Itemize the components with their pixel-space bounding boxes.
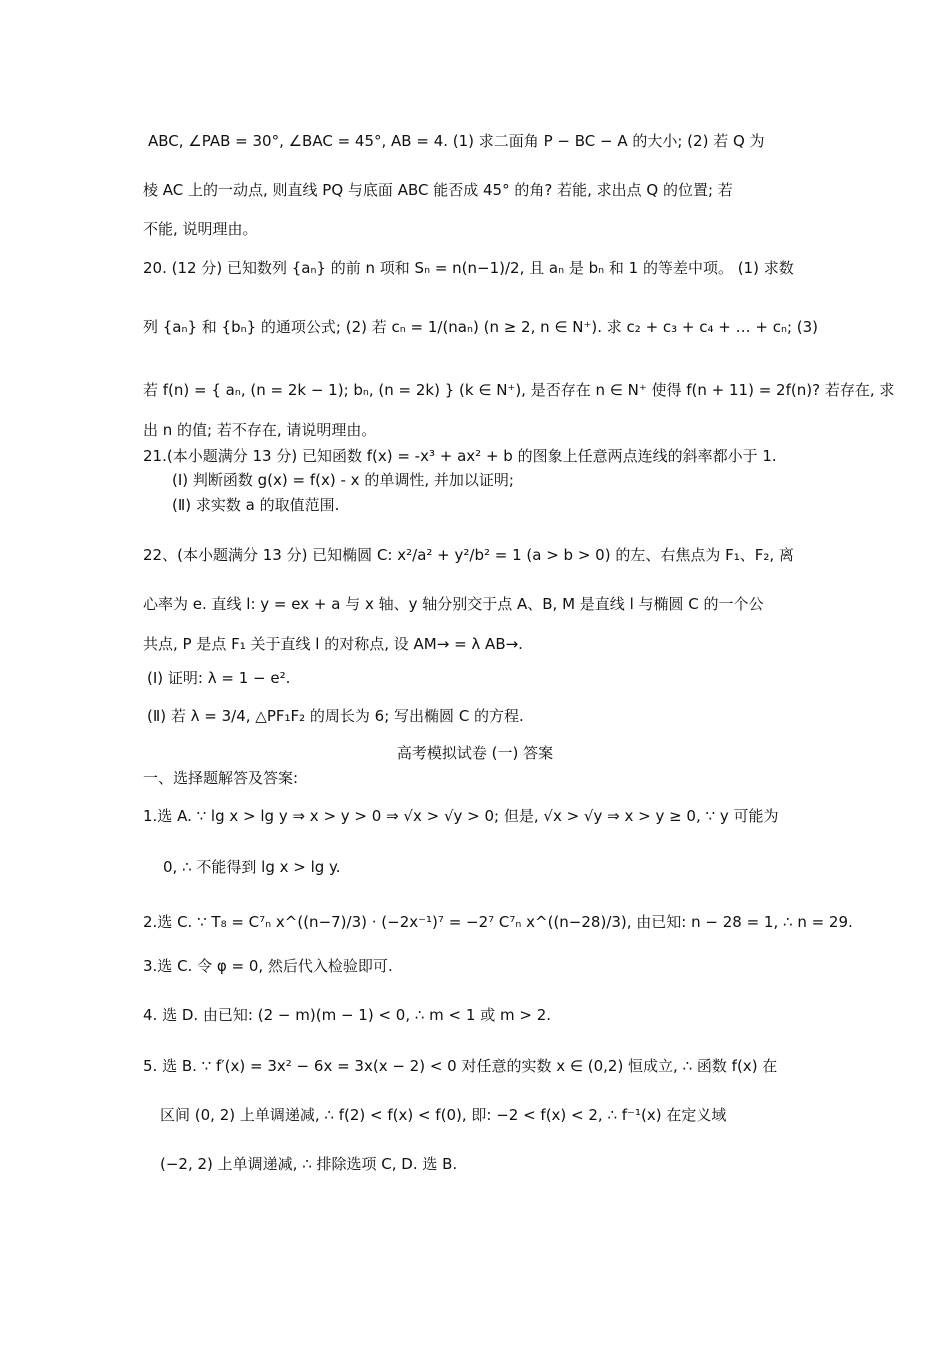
text-line: 0, ∴ 不能得到 lg x > lg y. bbox=[163, 858, 341, 876]
text-line: (−2, 2) 上单调递减, ∴ 排除选项 C, D. 选 B. bbox=[160, 1155, 458, 1173]
text-line: 3.选 C. 令 φ = 0, 然后代入检验即可. bbox=[143, 957, 393, 975]
answer-title: 高考模拟试卷 (一) 答案 bbox=[396, 744, 554, 762]
text-line: 5. 选 B. ∵ f′(x) = 3x² − 6x = 3x(x − 2) < 0 对任意的实数 x ∈ (0,2) 恒成立, ∴ 函数 f(x) 在 bbox=[143, 1057, 778, 1075]
text-line: 列 {aₙ} 和 {bₙ} 的通项公式; (2) 若 cₙ = 1/(naₙ) (n ≥ 2, n ∈ N⁺). 求 c₂ + c₃ + c₄ + … + cₙ; (3) bbox=[143, 318, 819, 336]
text-line: (Ⅱ) 求实数 a 的取值范围. bbox=[172, 496, 340, 514]
text-line: 若 f(n) = { aₙ, (n = 2k − 1); bₙ, (n = 2k) } (k ∈ N⁺), 是否存在 n ∈ N⁺ 使得 f(n + 11) = 2f(n)? 若存在, 求 bbox=[143, 381, 895, 399]
section-heading: 一、选择题解答及答案: bbox=[143, 769, 299, 787]
text-line: 心率为 e. 直线 l: y = ex + a 与 x 轴、y 轴分别交于点 A、B, M 是直线 l 与椭圆 C 的一个公 bbox=[143, 595, 764, 613]
text-line: 区间 (0, 2) 上单调递减, ∴ f(2) < f(x) < f(0), 即: −2 < f(x) < 2, ∴ f⁻¹(x) 在定义域 bbox=[160, 1106, 727, 1124]
text-line: 1.选 A. ∵ lg x > lg y ⇒ x > y > 0 ⇒ √x > √y > 0; 但是, √x > √y ⇒ x > y ≥ 0, ∵ y 可能为 bbox=[143, 807, 779, 825]
text-line: 22、(本小题满分 13 分) 已知椭圆 C: x²/a² + y²/b² = 1 (a > b > 0) 的左、右焦点为 F₁、F₂, 离 bbox=[143, 546, 794, 564]
text-line: 20. (12 分) 已知数列 {aₙ} 的前 n 项和 Sₙ = n(n−1)/2, 且 aₙ 是 bₙ 和 1 的等差中项。 (1) 求数 bbox=[143, 259, 794, 277]
text-line: 21.(本小题满分 13 分) 已知函数 f(x) = -x³ + ax² + b 的图象上任意两点连线的斜率都小于 1. bbox=[143, 447, 777, 465]
text-line: 2.选 C. ∵ T₈ = C⁷ₙ x^((n−7)/3) · (−2x⁻¹)⁷ = −2⁷ C⁷ₙ x^((n−28)/3), 由已知: n − 28 = 1, ∴ n = 29. bbox=[143, 913, 853, 931]
text-line: 4. 选 D. 由已知: (2 − m)(m − 1) < 0, ∴ m < 1 或 m > 2. bbox=[143, 1006, 552, 1024]
text-line: 棱 AC 上的一动点, 则直线 PQ 与底面 ABC 能否成 45° 的角? 若能, 求出点 Q 的位置; 若 bbox=[143, 181, 733, 199]
text-line: (Ⅱ) 若 λ = 3/4, △PF₁F₂ 的周长为 6; 写出椭圆 C 的方程. bbox=[147, 707, 524, 725]
text-line: 出 n 的值; 若不存在, 请说明理由。 bbox=[143, 421, 377, 439]
text-line: ABC, ∠PAB = 30°, ∠BAC = 45°, AB = 4. (1) 求二面角 P − BC − A 的大小; (2) 若 Q 为 bbox=[148, 132, 765, 150]
text-line: (Ⅰ) 证明: λ = 1 − e². bbox=[147, 669, 291, 687]
text-line: (Ⅰ) 判断函数 g(x) = f(x) - x 的单调性, 并加以证明; bbox=[172, 471, 514, 489]
text-line: 共点, P 是点 F₁ 关于直线 l 的对称点, 设 AM→ = λ AB→. bbox=[143, 635, 523, 653]
text-line: 不能, 说明理由。 bbox=[143, 220, 258, 238]
